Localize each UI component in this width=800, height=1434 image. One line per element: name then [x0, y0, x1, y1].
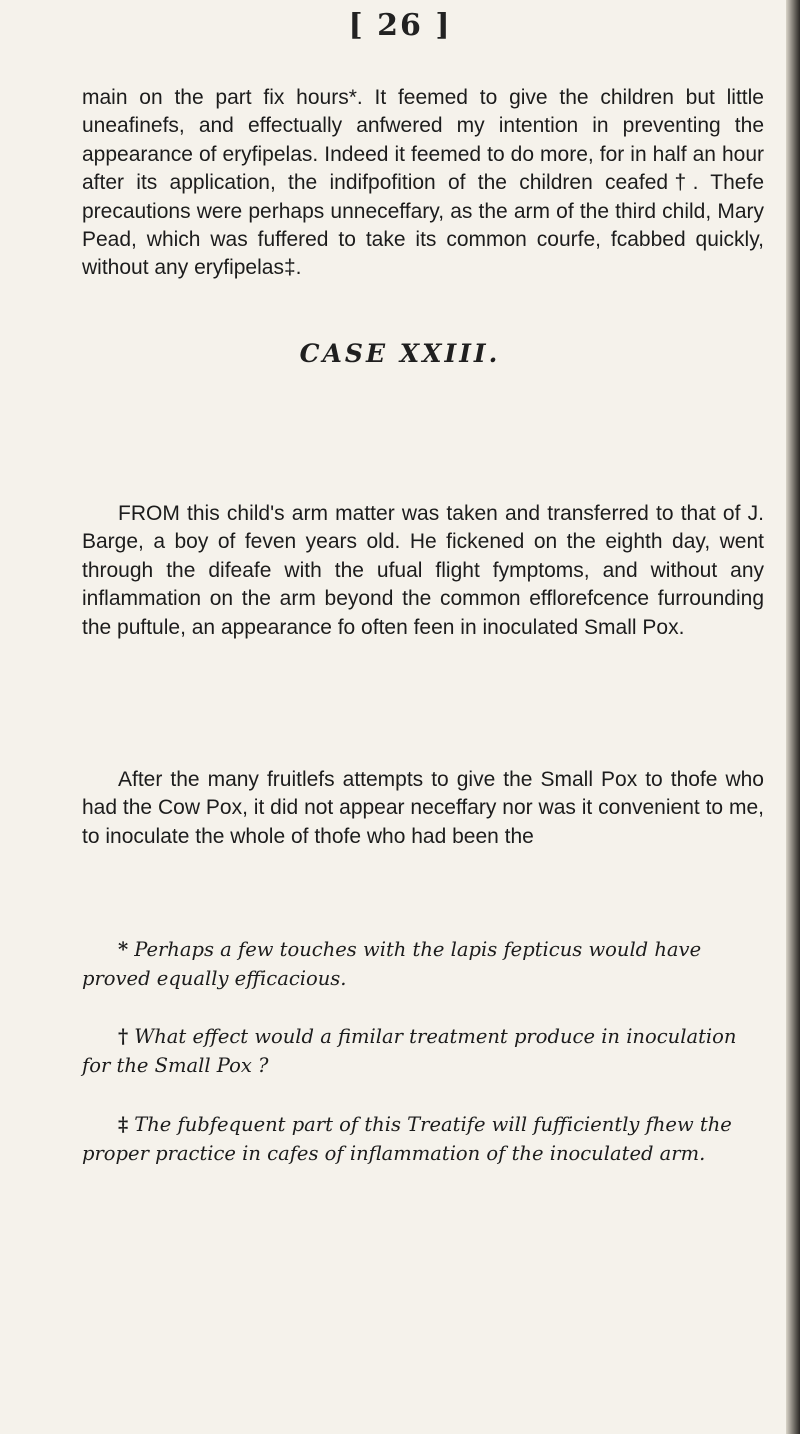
- body-paragraph-1: [82, 84, 764, 283]
- footnote-mark: †: [118, 1025, 129, 1048]
- page-number: [ 26 ]: [348, 8, 452, 43]
- case-heading: CASE XXIII.: [299, 339, 501, 368]
- paragraph-text: main on the part fix hours*. It feemed to give the children but little uneafinefs, and effectually anfwered my intention in preventing the appearance of eryfipelas. Indeed it feemed to do more, for in half an hour after its application, the indifpofition of the children ceafed†. Thefe precautions were perhaps unneceffary, as the arm of the third child, Mary Pead, which was fuffered to take its common courfe, fcabbed quickly, without any eryfipelas‡.: [82, 86, 764, 280]
- footnote-2: [82, 1022, 764, 1080]
- page-edge-shadow: [786, 0, 800, 1434]
- body-paragraph-3: [82, 766, 764, 851]
- footnote-text: The fubfequent part of this Treatife will fufficiently fhew the proper practice in cafes of inflammation of the inoculated arm.: [82, 1113, 732, 1165]
- footnote-mark: ‡: [118, 1113, 129, 1136]
- footnote-mark: *: [118, 938, 129, 961]
- footnote-1: [82, 935, 764, 993]
- paragraph-text: After the many fruitlefs attempts to give the Small Pox to thofe who had the Cow Pox, it did not appear neceffary nor was it convenient to me, to inoculate the whole of thofe who had been the: [82, 768, 764, 848]
- footnote-3: [82, 1110, 764, 1168]
- paragraph-text: FROM this child's arm matter was taken and transferred to that of J. Barge, a boy of feven years old. He fickened on the eighth day, went through the difeafe with the ufual flight fymptoms, and without any inflammation on the arm beyond the common efflorefcence furrounding the puftule, an appearance fo often feen in inoculated Small Pox.: [82, 502, 764, 639]
- body-paragraph-2: [82, 500, 764, 642]
- footnote-text: What effect would a fimilar treatment produce in inoculation for the Small Pox ?: [82, 1025, 737, 1077]
- footnote-text: Perhaps a few touches with the lapis fepticus would have proved equally efficacious.: [82, 938, 702, 990]
